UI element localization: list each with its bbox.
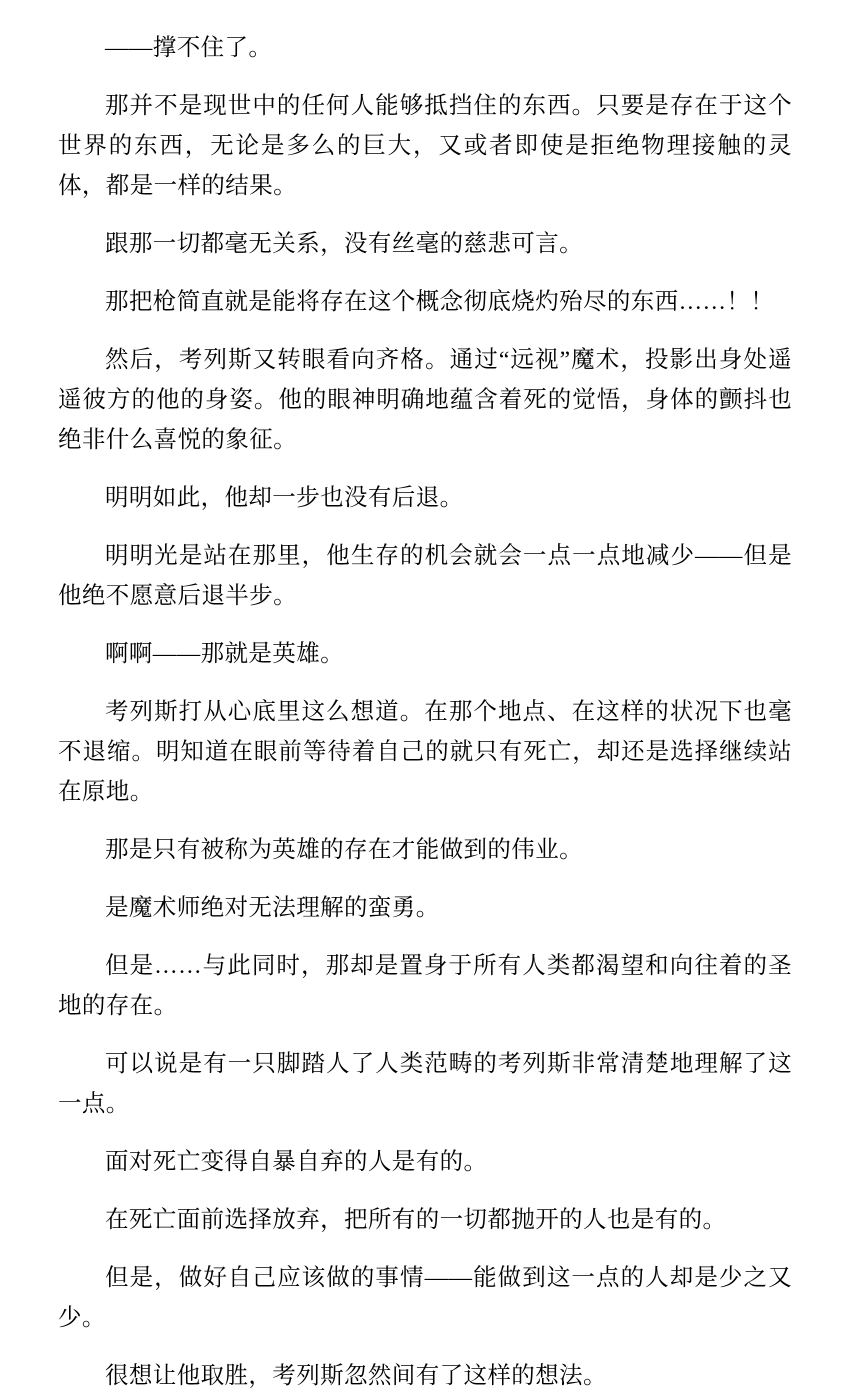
paragraph: 但是……与此同时，那却是置身于所有人类都渴望和向往着的圣地的存在。 — [58, 953, 792, 1019]
paragraph: ——撑不住了。 — [105, 35, 273, 61]
paragraph: 然后，考列斯又转眼看向齐格。通过“远视”魔术，投影出身处遥遥彼方的他的身姿。他的眼神明确地蕴含着死的觉悟，身体的颤抖也绝非什么喜悦的象征。 — [58, 347, 792, 453]
paragraph: 是魔术师绝对无法理解的蛮勇。 — [105, 895, 440, 921]
paragraph: 在死亡面前选择放弃，把所有的一切都抛开的人也是有的。 — [105, 1207, 727, 1233]
paragraph: 明明光是站在那里，他生存的机会就会一点一点地减少——但是他绝不愿意后退半步。 — [58, 543, 792, 609]
paragraph: 那把枪简直就是能将存在这个概念彻底烧灼殆尽的东西……！！ — [105, 289, 775, 315]
paragraph: 面对死亡变得自暴自弃的人是有的。 — [105, 1149, 488, 1175]
paragraph: 啊啊——那就是英雄。 — [105, 641, 344, 667]
paragraph: 那并不是现世中的任何人能够抵挡住的东西。只要是存在于这个世界的东西，无论是多么的巨大，又或者即使是拒绝物理接触的灵体，都是一样的结果。 — [58, 93, 792, 199]
paragraph: 跟那一切都毫无关系，没有丝毫的慈悲可言。 — [105, 231, 583, 257]
paragraph: 那是只有被称为英雄的存在才能做到的伟业。 — [105, 837, 583, 863]
paragraph: 可以说是有一只脚踏人了人类范畴的考列斯非常清楚地理解了这一点。 — [58, 1051, 792, 1117]
page-body — [58, 28, 792, 1396]
paragraph: 很想让他取胜，考列斯忽然间有了这样的想法。 — [105, 1363, 607, 1389]
paragraph: 但是，做好自己应该做的事情——能做到这一点的人却是少之又少。 — [58, 1265, 792, 1331]
paragraph: 明明如此，他却一步也没有后退。 — [105, 485, 464, 511]
paragraph: 考列斯打从心底里这么想道。在那个地点、在这样的状况下也毫不退缩。明知道在眼前等待着自己的就只有死亡，却还是选择继续站在原地。 — [58, 699, 792, 805]
